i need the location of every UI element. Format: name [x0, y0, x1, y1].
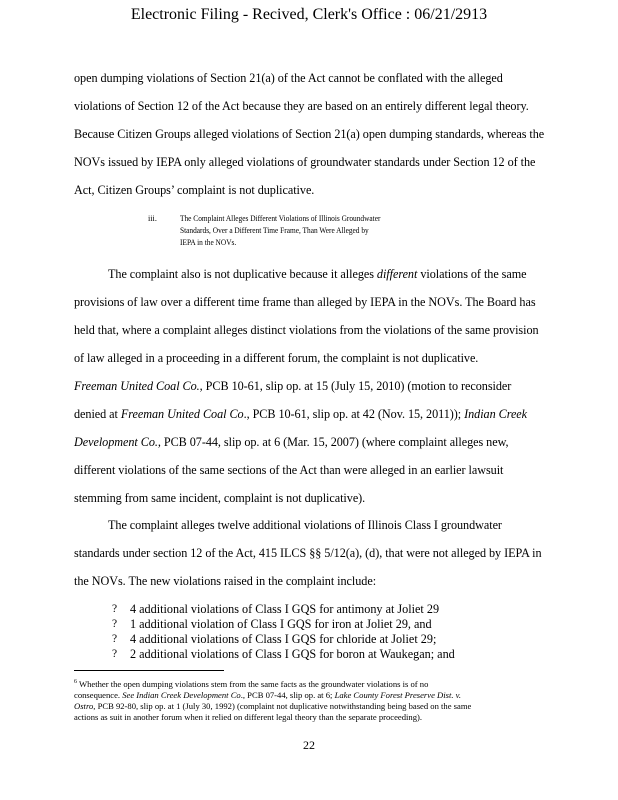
para3-line-1: The complaint alleges twelve additional violations of Illinois Class I groundwater [108, 518, 502, 532]
footnote-line-2: consequence. See Indian Creek Development Co., PCB 07-44, slip op. at 6; Lake County Forest Preserve Dist. v. [74, 689, 461, 700]
bullet-marker: ? [112, 618, 118, 630]
para3-line-2: standards under section 12 of the Act, 415 ILCS §§ 5/12(a), (d), that were not alleged by IEPA in [74, 546, 542, 560]
bullet-marker: ? [112, 633, 118, 645]
para1-line-5: Act, Citizen Groups’ complaint is not duplicative. [74, 183, 315, 197]
bullet-marker: ? [112, 648, 118, 660]
para2-line-5: Freeman United Coal Co., PCB 10-61, slip op. at 15 (July 15, 2010) (motion to reconsider [74, 379, 512, 393]
footnote-divider [74, 670, 224, 671]
para1-line-1: open dumping violations of Section 21(a) of the Act cannot be conflated with the alleged [74, 71, 503, 85]
para2-line-1: The complaint also is not duplicative because it alleges different violations of the same [108, 267, 527, 281]
footnote-line-3: Ostro, PCB 92-80, slip op. at 1 (July 30, 1992) (complaint not duplicative notwithstanding being based on the same [74, 700, 472, 711]
para2-line-6: denied at Freeman United Coal Co., PCB 10-61, slip op. at 42 (Nov. 15, 2011)); Indian Creek [74, 407, 528, 421]
footnote [74, 677, 554, 723]
section-heading [180, 213, 380, 249]
list-item: 4 additional violations of Class I GQS for antimony at Joliet 29 [130, 602, 440, 616]
para1-line-2: violations of Section 12 of the Act because they are based on an entirely different legal theory. [74, 99, 529, 113]
para2-line-8: different violations of the same sections of the Act than were alleged in an earlier lawsuit [74, 463, 504, 477]
para2-line-4: of law alleged in a proceeding in a different forum, the complaint is not duplicative. [74, 351, 479, 365]
list-item: 2 additional violations of Class I GQS for boron at Waukegan; and [130, 647, 455, 661]
heading-line-1: The Complaint Alleges Different Violations of Illinois Groundwater [180, 214, 381, 223]
heading-line-3: IEPA in the NOVs. [180, 238, 237, 247]
para1-line-4: NOVs issued by IEPA only alleged violations of groundwater standards under Section 12 of the [74, 155, 536, 169]
footnote-mark: 6 [74, 679, 77, 685]
heading-line-2: Standards, Over a Different Time Frame, Than Were Alleged by [180, 226, 369, 235]
footnote-line-1: $^6$ Whether the open dumping violations stem from the same facts as the groundwater violations is of no [74, 678, 429, 689]
para2-line-9: stemming from same incident, complaint is not duplicative). [74, 491, 366, 505]
heading-numeral: iii. [148, 214, 157, 223]
para2-line-2: provisions of law over a different time frame than alleged by IEPA in the NOVs. The Board has [74, 295, 536, 309]
para2-line-7: Development Co., PCB 07-44, slip op. at 6 (Mar. 15, 2007) (where complaint alleges new, [74, 435, 509, 449]
bullet-marker: ? [112, 603, 118, 615]
page-number: 22 [303, 738, 315, 752]
footnote-line-4: actions as suit in another forum when it relied on different legal theory than the separate proceeding). [74, 711, 423, 722]
para2-line-3: held that, where a complaint alleges distinct violations from the violations of the same provision [74, 323, 539, 337]
list-item: 1 additional violation of Class I GQS for iron at Joliet 29, and [130, 617, 432, 631]
list-item: 4 additional violations of Class I GQS for chloride at Joliet 29; [130, 632, 437, 646]
para1-line-3: Because Citizen Groups alleged violations of Section 21(a) open dumping standards, whereas the [74, 127, 545, 141]
para3-line-3: the NOVs. The new violations raised in the complaint include: [74, 574, 377, 588]
filing-header: Electronic Filing - Recived, Clerk's Office : 06/21/2913 [130, 6, 488, 23]
